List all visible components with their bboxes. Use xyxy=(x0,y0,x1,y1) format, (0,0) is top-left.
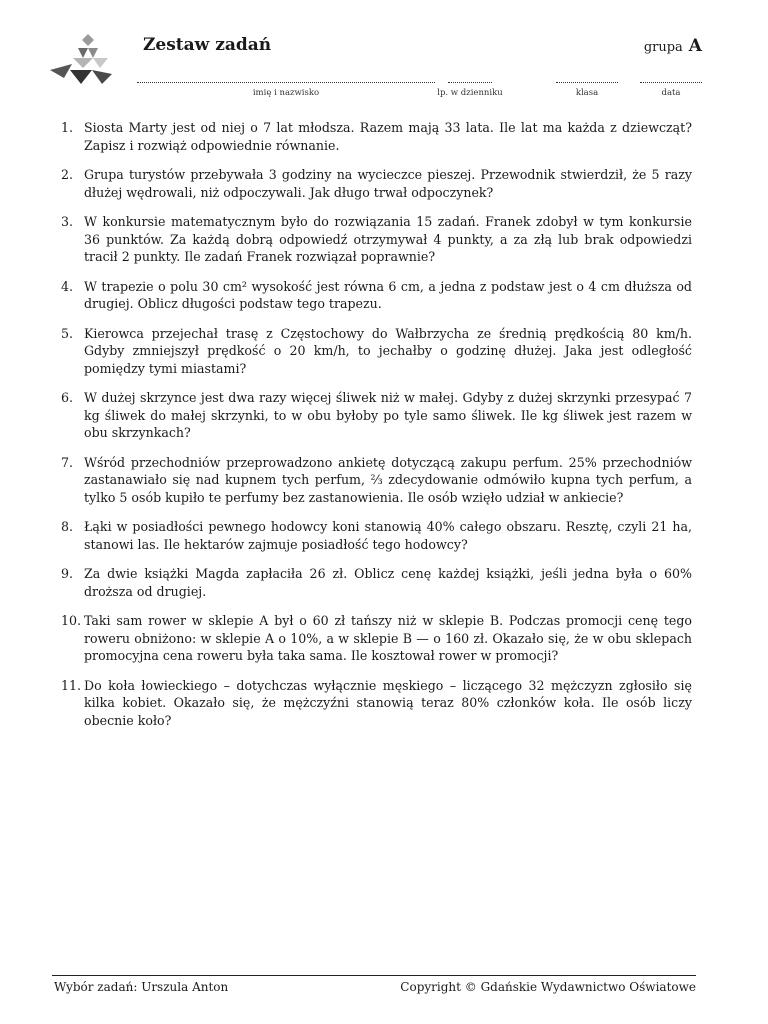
class-field[interactable] xyxy=(556,72,618,98)
footer-copyright: Copyright © Gdańskie Wydawnictwo Oświatowe xyxy=(400,980,696,994)
task-number: 11. xyxy=(61,677,82,693)
footer-author: Wybór zadań: Urszula Anton xyxy=(54,980,229,994)
task-number: 8. xyxy=(61,519,74,534)
task-number: 4. xyxy=(61,278,74,294)
task-item xyxy=(52,213,692,266)
task-text: W dużej skrzynce jest dwa razy więcej śliwek niż w małej. Gdyby z dużej skrzynki przesypać 7 kg śliwek do małej skrzynki, to w obu byłoby po tyle samo śliwek. Ile kg śliwek jest razem w obu skrzynkach? xyxy=(84,390,692,440)
tangram-logo-icon xyxy=(48,34,114,90)
task-item xyxy=(52,518,692,553)
task-item xyxy=(52,325,692,378)
page-title: Zestaw zadań xyxy=(143,35,272,55)
group-letter: A xyxy=(688,36,702,56)
task-text: Grupa turystów przebywała 3 godziny na wycieczce pieszej. Przewodnik stwierdził, że 5 razy dłużej wędrowali, niż odpoczywali. Jak długo trwał odpoczynek? xyxy=(84,167,692,200)
task-text: Za dwie książki Magda zapłaciła 26 zł. Oblicz cenę każdej książki, jeśli jedna była o 60% droższa od drugiej. xyxy=(84,566,692,599)
name-field[interactable] xyxy=(137,72,435,98)
task-number: 2. xyxy=(61,167,74,182)
task-item xyxy=(52,278,692,313)
task-number: 7. xyxy=(61,454,74,470)
task-item xyxy=(52,612,692,665)
task-text: Do koła łowieckiego – dotychczas wyłącznie męskiego – liczącego 32 mężczyzn zgłosiło się kilka kobiet. Okazało się, że mężczyźni stanowią teraz 80% członków koła. Ile osób liczy obecnie koło? xyxy=(84,677,692,728)
task-text: W konkursie matematycznym było do rozwiązania 15 zadań. Franek zdobył w tym konkursie 36 punktów. Za każdą dobrą odpowiedź otrzymywał 4 punkty, a za złą lub brak odpowiedzi tracił 2 punkty. Ile zadań Franek rozwiązał poprawnie? xyxy=(84,214,692,264)
task-item xyxy=(52,565,692,600)
date-field-line[interactable] xyxy=(640,72,702,83)
task-text: Taki sam rower w sklepie A był o 60 zł tańszy niż w sklepie B. Podczas promocji cenę tego roweru obniżono: w sklepie A o 10%, a w sklepie B — o 160 zł. Okazało się, że w obu sklepach promocyjna cena roweru była taka sama. Ile kosztował rower w promocji? xyxy=(84,613,692,663)
task-list xyxy=(52,119,692,741)
task-number: 10. xyxy=(61,613,82,628)
class-field-line[interactable] xyxy=(556,72,618,83)
task-number: 9. xyxy=(61,566,74,581)
group-label: grupa xyxy=(643,40,683,55)
task-number: 5. xyxy=(61,325,74,341)
task-number: 1. xyxy=(61,120,74,135)
task-item xyxy=(52,166,692,201)
task-item xyxy=(52,677,692,730)
register-number-line[interactable] xyxy=(448,72,492,83)
task-text: Łąki w posiadłości pewnego hodowcy koni stanowią 40% całego obszaru. Resztę, czyli 21 ha, stanowi las. Ile hektarów zajmuje posiadłość tego hodowcy? xyxy=(84,519,692,552)
task-number: 6. xyxy=(61,390,74,405)
task-text: W trapezie o polu 30 cm² wysokość jest równa 6 cm, a jedna z podstaw jest o 4 cm dłuższa od drugiej. Oblicz długości podstaw tego trapezu. xyxy=(84,278,692,311)
footer-divider xyxy=(52,975,696,976)
task-text: Kierowca przejechał trasę z Częstochowy do Wałbrzycha ze średnią prędkością 80 km/h. Gdyby zmniejszył prędkość o 20 km/h, to jechałby o godzinę dłużej. Jaka jest odległość pomiędzy tymi miastami? xyxy=(84,325,692,376)
date-field-label: data xyxy=(661,88,681,98)
name-field-line[interactable] xyxy=(137,72,435,83)
name-field-label: imię i nazwisko xyxy=(252,88,320,98)
task-item xyxy=(52,389,692,442)
register-number-label: lp. w dzienniku xyxy=(437,88,503,98)
date-field[interactable] xyxy=(640,72,702,98)
class-field-label: klasa xyxy=(575,88,599,98)
group-indicator xyxy=(644,36,702,56)
task-text: Siosta Marty jest od niej o 7 lat młodsza. Razem mają 33 lata. Ile lat ma każda z dziewcząt? Zapisz i rozwiąż odpowiednie równanie. xyxy=(84,120,692,153)
task-number: 3. xyxy=(61,214,74,229)
task-item xyxy=(52,454,692,507)
task-text: Wśród przechodniów przeprowadzono ankietę dotyczącą zakupu perfum. 25% przechodniów zastanawiało się nad kupnem tych perfum, ⅔ zdecydowanie odmówiło kupna tych perfum, a tylko 5 osób kupiło te perfumy bez zastanowienia. Ile osób wzięło udział w ankiecie? xyxy=(84,454,692,505)
task-item xyxy=(52,119,692,154)
register-number-field[interactable] xyxy=(437,72,503,98)
